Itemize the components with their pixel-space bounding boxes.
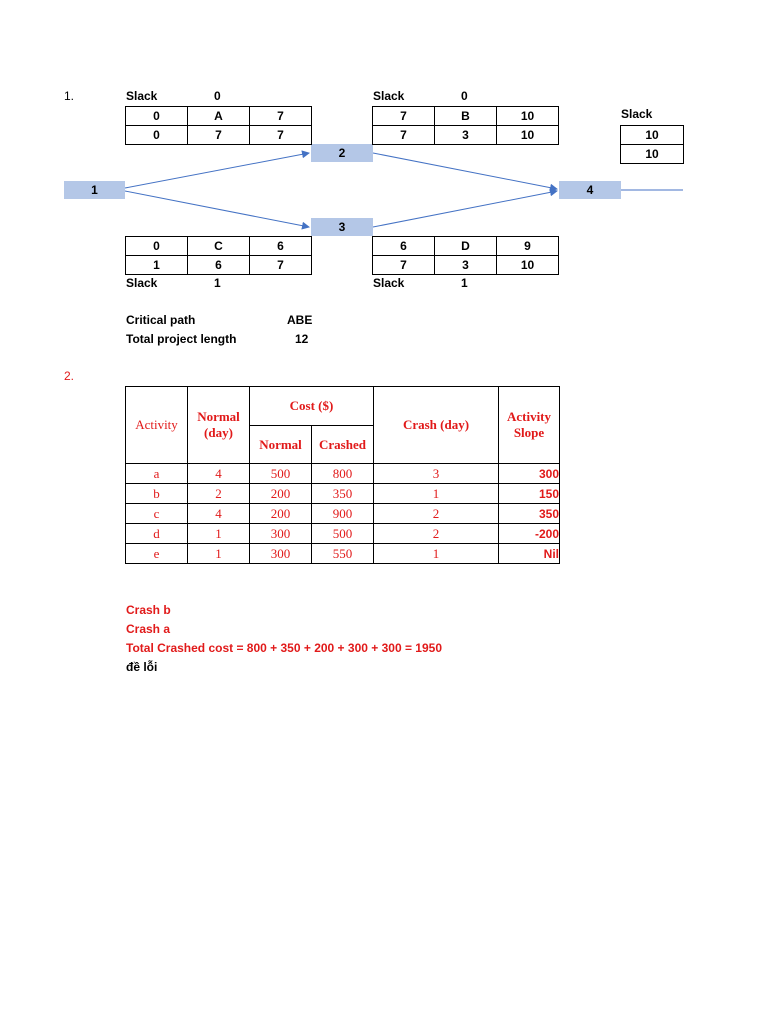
a-ef: 7 — [250, 107, 312, 126]
slack-label-b: Slack — [373, 89, 405, 103]
slack-label-e: Slack — [621, 107, 653, 121]
cell-crash-day: 1 — [374, 544, 499, 564]
c-lf: 7 — [250, 256, 312, 275]
note-crash-b: Crash b — [126, 603, 171, 617]
slack-value-a: 0 — [214, 89, 221, 103]
b-es: 7 — [373, 107, 435, 126]
slack-label-d: Slack — [373, 276, 405, 290]
cell-crash-day: 2 — [374, 524, 499, 544]
d-name: D — [435, 237, 497, 256]
table-row — [126, 484, 560, 504]
cell-activity: b — [126, 484, 188, 504]
cell-crashed-cost: 900 — [312, 504, 374, 524]
c-ls: 1 — [126, 256, 188, 275]
cell-crash-day: 1 — [374, 484, 499, 504]
cell-normal-day: 2 — [188, 484, 250, 504]
activity-a-box — [125, 106, 312, 145]
b-lf: 10 — [497, 126, 559, 145]
d-duration: 3 — [435, 256, 497, 275]
critical-path-value: ABE — [287, 313, 313, 327]
arrow-1-2 — [125, 153, 309, 188]
node-4: 4 — [559, 181, 621, 199]
header-crashed-cost: Crashed — [312, 426, 374, 464]
a-lf: 7 — [250, 126, 312, 145]
e-value-1: 10 — [621, 126, 684, 145]
header-cost: Cost ($) — [250, 387, 374, 426]
cell-crashed-cost: 550 — [312, 544, 374, 564]
cell-normal-cost: 200 — [250, 484, 312, 504]
activity-c-box — [125, 236, 312, 275]
cell-normal-cost: 500 — [250, 464, 312, 484]
cell-crash-day: 3 — [374, 464, 499, 484]
cell-slope: 150 — [499, 484, 560, 504]
crash-cost-table — [125, 386, 560, 564]
b-ef: 10 — [497, 107, 559, 126]
slack-value-b: 0 — [461, 89, 468, 103]
a-duration: 7 — [188, 126, 250, 145]
question-1-number: 1. — [64, 89, 75, 103]
slack-label-a: Slack — [126, 89, 158, 103]
cell-normal-day: 4 — [188, 504, 250, 524]
node-1: 1 — [64, 181, 125, 199]
node-2: 2 — [311, 144, 373, 162]
table-row — [126, 464, 560, 484]
cell-activity: e — [126, 544, 188, 564]
d-ls: 7 — [373, 256, 435, 275]
cell-normal-day: 4 — [188, 464, 250, 484]
arrow-3-4 — [373, 191, 557, 227]
activity-b-box — [372, 106, 559, 145]
c-name: C — [188, 237, 250, 256]
node-3: 3 — [311, 218, 373, 236]
e-value-2: 10 — [621, 145, 684, 164]
header-normal-cost: Normal — [250, 426, 312, 464]
c-ef: 6 — [250, 237, 312, 256]
slack-label-c: Slack — [126, 276, 158, 290]
cell-slope: Nil — [499, 544, 560, 564]
slack-value-c: 1 — [214, 276, 221, 290]
header-crash-day: Crash (day) — [374, 387, 499, 464]
cell-crash-day: 2 — [374, 504, 499, 524]
cell-normal-day: 1 — [188, 544, 250, 564]
header-activity: Activity — [126, 387, 188, 464]
cell-slope: -200 — [499, 524, 560, 544]
a-es: 0 — [126, 107, 188, 126]
table-row — [126, 504, 560, 524]
cell-crashed-cost: 800 — [312, 464, 374, 484]
cell-activity: c — [126, 504, 188, 524]
a-name: A — [188, 107, 250, 126]
cell-normal-cost: 200 — [250, 504, 312, 524]
comment-text: đề lỗi — [126, 660, 158, 674]
cell-normal-cost: 300 — [250, 544, 312, 564]
note-crash-a: Crash a — [126, 622, 171, 636]
cell-activity: d — [126, 524, 188, 544]
d-es: 6 — [373, 237, 435, 256]
d-ef: 9 — [497, 237, 559, 256]
table-row — [126, 544, 560, 564]
critical-path-label: Critical path — [126, 313, 196, 327]
cell-slope: 350 — [499, 504, 560, 524]
c-duration: 6 — [188, 256, 250, 275]
cell-crashed-cost: 500 — [312, 524, 374, 544]
a-ls: 0 — [126, 126, 188, 145]
total-length-label: Total project length — [126, 332, 237, 346]
b-name: B — [435, 107, 497, 126]
arrow-1-3 — [125, 191, 309, 227]
b-ls: 7 — [373, 126, 435, 145]
cell-crashed-cost: 350 — [312, 484, 374, 504]
slack-value-d: 1 — [461, 276, 468, 290]
cell-slope: 300 — [499, 464, 560, 484]
question-2-number: 2. — [64, 369, 75, 383]
header-normal-day: Normal (day) — [188, 387, 250, 464]
activity-d-box — [372, 236, 559, 275]
cell-normal-cost: 300 — [250, 524, 312, 544]
arrow-2-4 — [373, 153, 557, 189]
total-length-value: 12 — [295, 332, 309, 346]
d-lf: 10 — [497, 256, 559, 275]
cell-normal-day: 1 — [188, 524, 250, 544]
header-activity-slope: Activity Slope — [499, 387, 560, 464]
activity-e-box — [620, 125, 684, 164]
note-total-cost: Total Crashed cost = 800 + 350 + 200 + 300 + 300 = 1950 — [126, 641, 442, 655]
table-row — [126, 524, 560, 544]
c-es: 0 — [126, 237, 188, 256]
b-duration: 3 — [435, 126, 497, 145]
cell-activity: a — [126, 464, 188, 484]
